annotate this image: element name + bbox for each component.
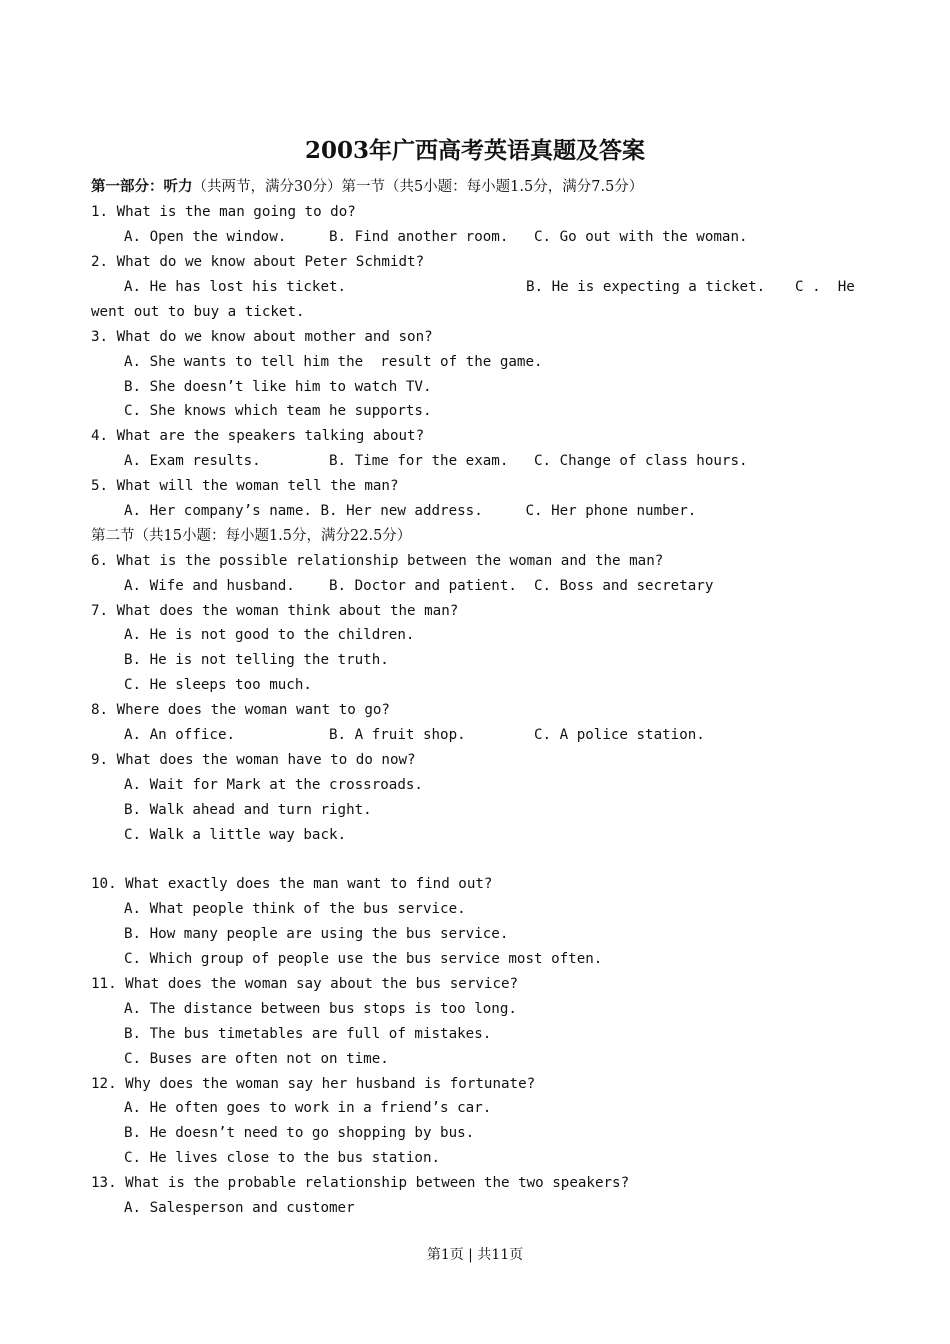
question-1-stem: 1. What is the man going to do? <box>91 204 356 220</box>
question-10-option-b: B. How many people are using the bus service. <box>124 926 509 942</box>
question-8-options: A. An office. B. A fruit shop. C. A police station. <box>124 727 705 743</box>
page-title: 2003年广西高考英语真题及答案 <box>304 137 645 164</box>
part1-intro: （共两节，满分30分）第一节（共5小题：每小题1.5分，满分7.5分） <box>192 179 644 195</box>
question-6-options: A. Wife and husband. B. Doctor and patient. C. Boss and secretary <box>124 578 714 594</box>
question-10-stem: 10. What exactly does the man want to find out? <box>91 876 493 892</box>
question-3-option-a: A. She wants to tell him the result of the game. <box>124 354 543 370</box>
question-13-option-a: A. Salesperson and customer <box>124 1200 355 1216</box>
question-5-options: A. Her company’s name. B. Her new address. C. Her phone number. <box>124 503 697 519</box>
question-5-stem: 5. What will the woman tell the man? <box>91 478 399 494</box>
question-10-option-c: C. Which group of people use the bus service most often. <box>124 951 603 967</box>
question-3-option-b: B. She doesn’t like him to watch TV. <box>124 379 432 395</box>
page-footer: 第1页 | 共11页 <box>426 1247 524 1263</box>
part1-header <box>91 178 643 196</box>
question-7-option-a: A. He is not good to the children. <box>124 627 415 643</box>
section-2-heading: 第二节（共15小题：每小题1.5分，满分22.5分） <box>91 528 412 544</box>
question-9-stem: 9. What does the woman have to do now? <box>91 752 416 768</box>
question-1-options: A. Open the window. B. Find another room. C. Go out with the woman. <box>124 229 748 245</box>
question-9-option-c: C. Walk a little way back. <box>124 827 347 843</box>
question-9-option-b: B. Walk ahead and turn right. <box>124 802 372 818</box>
question-2-option-c-continued: went out to buy a ticket. <box>91 304 305 320</box>
question-4-options: A. Exam results. B. Time for the exam. C. Change of class hours. <box>124 453 748 469</box>
question-8-stem: 8. Where does the woman want to go? <box>91 702 390 718</box>
question-10-option-a: A. What people think of the bus service. <box>124 901 466 917</box>
question-12-option-b: B. He doesn’t need to go shopping by bus. <box>124 1125 475 1141</box>
question-12-option-c: C. He lives close to the bus station. <box>124 1150 441 1166</box>
question-9-option-a: A. Wait for Mark at the crossroads. <box>124 777 423 793</box>
question-7-stem: 7. What does the woman think about the man? <box>91 603 459 619</box>
question-11-option-c: C. Buses are often not on time. <box>124 1051 389 1067</box>
question-13-stem: 13. What is the probable relationship between the two speakers? <box>91 1175 630 1191</box>
question-7-option-c: C. He sleeps too much. <box>124 677 312 693</box>
question-12-stem: 12. Why does the woman say her husband is fortunate? <box>91 1076 536 1092</box>
question-3-option-c: C. She knows which team he supports. <box>124 403 432 419</box>
question-2-option-b: B. He is expecting a ticket. <box>526 279 766 295</box>
question-2-stem: 2. What do we know about Peter Schmidt? <box>91 254 425 270</box>
question-7-option-b: B. He is not telling the truth. <box>124 652 389 668</box>
question-3-stem: 3. What do we know about mother and son? <box>91 329 433 345</box>
question-2-option-a: A. He has lost his ticket. <box>124 279 347 295</box>
question-11-option-a: A. The distance between bus stops is too long. <box>124 1001 517 1017</box>
question-2-option-c: C . He <box>795 279 855 295</box>
part1-heading: 第一部分：听力 <box>91 178 193 195</box>
question-6-stem: 6. What is the possible relationship between the woman and the man? <box>91 553 664 569</box>
question-4-stem: 4. What are the speakers talking about? <box>91 428 425 444</box>
question-11-option-b: B. The bus timetables are full of mistakes. <box>124 1026 492 1042</box>
question-12-option-a: A. He often goes to work in a friend’s car. <box>124 1100 492 1116</box>
question-11-stem: 11. What does the woman say about the bus service? <box>91 976 519 992</box>
